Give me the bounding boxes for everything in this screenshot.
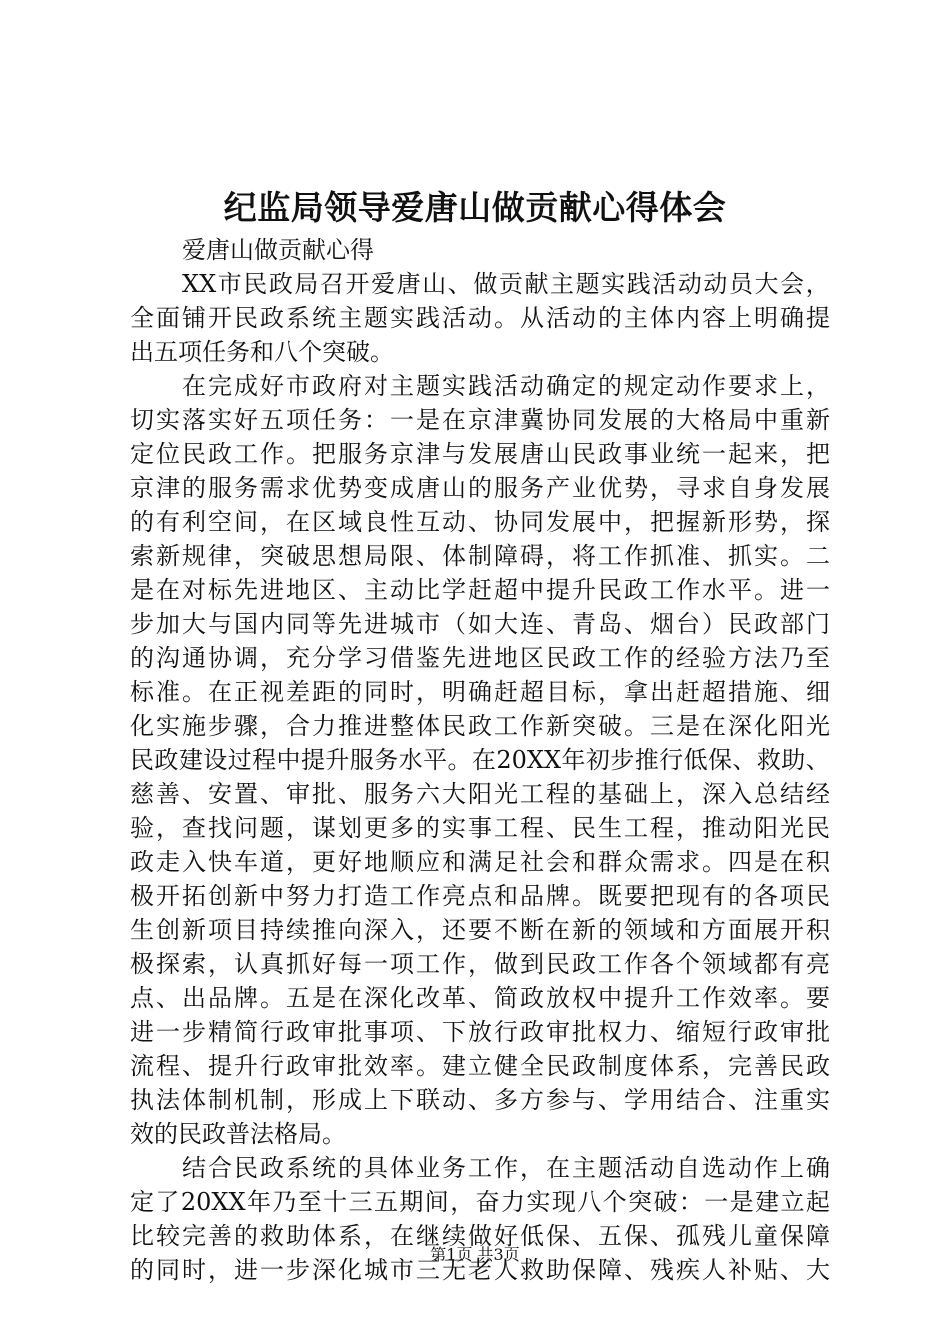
text-line: 政 走 入 快 车 道 ， 更 好 地 顺 应 和 满 足 社 会 和 群 众 需 求 。 四 是 在 积: [130, 848, 830, 876]
document-title: 纪监局领导爱唐山做贡献心得体会: [223, 188, 727, 227]
text-line: 比 较 完 善 的 救 助 体 系 ， 在 继 续 做 好 低 保 、 五 保 、 孤 残 儿 童 保 障: [130, 1222, 830, 1250]
text-line: 验 ， 查 找 问 题 ， 谋 划 更 多 的 实 事 工 程 、 民 生 工 程 ， 推 动 阳 光 民: [130, 814, 830, 842]
text-line: 生 创 新 项 目 持 续 推 向 深 入 ， 还 要 不 断 在 新 的 领 域 和 方 面 展 开 积: [130, 916, 830, 944]
text-line: 的 沟 通 协 调 ， 充 分 学 习 借 鉴 先 进 地 区 民 政 工 作 的 经 验 方 法 乃 至: [130, 644, 830, 672]
text-line: 在 完 成 好 市 政 府 对 主 题 实 践 活 动 确 定 的 规 定 动 作 要 求 上 ，: [182, 372, 830, 400]
text-line: 效的民政普法格局。: [130, 1120, 346, 1148]
text-line: 步 加 大 与 国 内 同 等 先 进 城 市 （ 如 大 连 、 青 岛 、 烟 台 ） 民 政 部 门: [130, 610, 830, 638]
text-line: 化 实 施 步 骤 ， 合 力 推 进 整 体 民 政 工 作 新 突 破 。 三 是 在 深 化 阳 光: [130, 712, 830, 740]
text-line: XX 市 民 政 局 召 开 爱 唐 山 、 做 贡 献 主 题 实 践 活 动 动 员 大 会 ，: [182, 270, 830, 298]
text-line: 是 在 对 标 先 进 地 区 、 主 动 比 学 赶 超 中 提 升 民 政 工 作 水 平 。 进 一: [130, 576, 830, 604]
page-number-footer: 第1页 共3页: [430, 1245, 520, 1264]
text-line: 的 有 利 空 间 ， 在 区 域 良 性 互 动 、 协 同 发 展 中 ， 把 握 新 形 势 ， 探: [130, 508, 830, 536]
text-line: 全 面 铺 开 民 政 系 统 主 题 实 践 活 动 。 从 活 动 的 主 体 内 容 上 明 确 提: [130, 304, 830, 332]
text-line: 的 同 时 ， 进 一 步 深 化 城 市 三 无 老 人 救 助 保 障 、 残 疾 人 补 贴 、 大: [130, 1256, 830, 1284]
text-line: 极 开 拓 创 新 中 努 力 打 造 工 作 亮 点 和 品 牌 。 既 要 把 现 有 的 各 项 民: [130, 882, 830, 910]
text-line: 京 津 的 服 务 需 求 优 势 变 成 唐 山 的 服 务 产 业 优 势 ， 寻 求 自 身 发 展: [130, 474, 830, 502]
text-line: 索 新 规 律 ， 突 破 思 想 局 限 、 体 制 障 碍 ， 将 工 作 抓 准 、 抓 实 。 二: [130, 542, 830, 570]
text-line: 民 政 建 设 过 程 中 提 升 服 务 水 平 。 在 20XX 年 初 步 推 行 低 保 、 救 助 、: [130, 746, 830, 774]
text-line: 定 了 20XX 年 乃 至 十 三 五 期 间 ， 奋 力 实 现 八 个 突 破 ： 一 是 建 立 起: [130, 1188, 830, 1216]
text-line: 出五项任务和八个突破。: [130, 338, 394, 366]
text-line: 爱唐山做贡献心得: [182, 236, 374, 264]
text-line: 慈 善 、 安 置 、 审 批 、 服 务 六 大 阳 光 工 程 的 基 础 上 ， 深 入 总 结 经: [130, 780, 830, 808]
text-line: 标 准 。 在 正 视 差 距 的 同 时 ， 明 确 赶 超 目 标 ， 拿 出 赶 超 措 施 、 细: [130, 678, 830, 706]
text-line: 流 程 、 提 升 行 政 审 批 效 率 。 建 立 健 全 民 政 制 度 体 系 ， 完 善 民 政: [130, 1052, 830, 1080]
text-line: 执 法 体 制 机 制 ， 形 成 上 下 联 动 、 多 方 参 与 、 学 用 结 合 、 注 重 实: [130, 1086, 830, 1114]
text-line: 定 位 民 政 工 作 。 把 服 务 京 津 与 发 展 唐 山 民 政 事 业 统 一 起 来 ， 把: [130, 440, 830, 468]
document-body: [130, 233, 830, 1287]
text-line: 切 实 落 实 好 五 项 任 务 ： 一 是 在 京 津 冀 协 同 发 展 的 大 格 局 中 重 新: [130, 406, 830, 434]
text-line: 结 合 民 政 系 统 的 具 体 业 务 工 作 ， 在 主 题 活 动 自 选 动 作 上 确: [182, 1154, 830, 1182]
text-line: 进 一 步 精 简 行 政 审 批 事 项 、 下 放 行 政 审 批 权 力 、 缩 短 行 政 审 批: [130, 1018, 830, 1046]
text-line: 点 、 出 品 牌 。 五 是 在 深 化 改 革 、 简 政 放 权 中 提 升 工 作 效 率 。 要: [130, 984, 830, 1012]
text-line: 极 探 索 ， 认 真 抓 好 每 一 项 工 作 ， 做 到 民 政 工 作 各 个 领 域 都 有 亮: [130, 950, 830, 978]
